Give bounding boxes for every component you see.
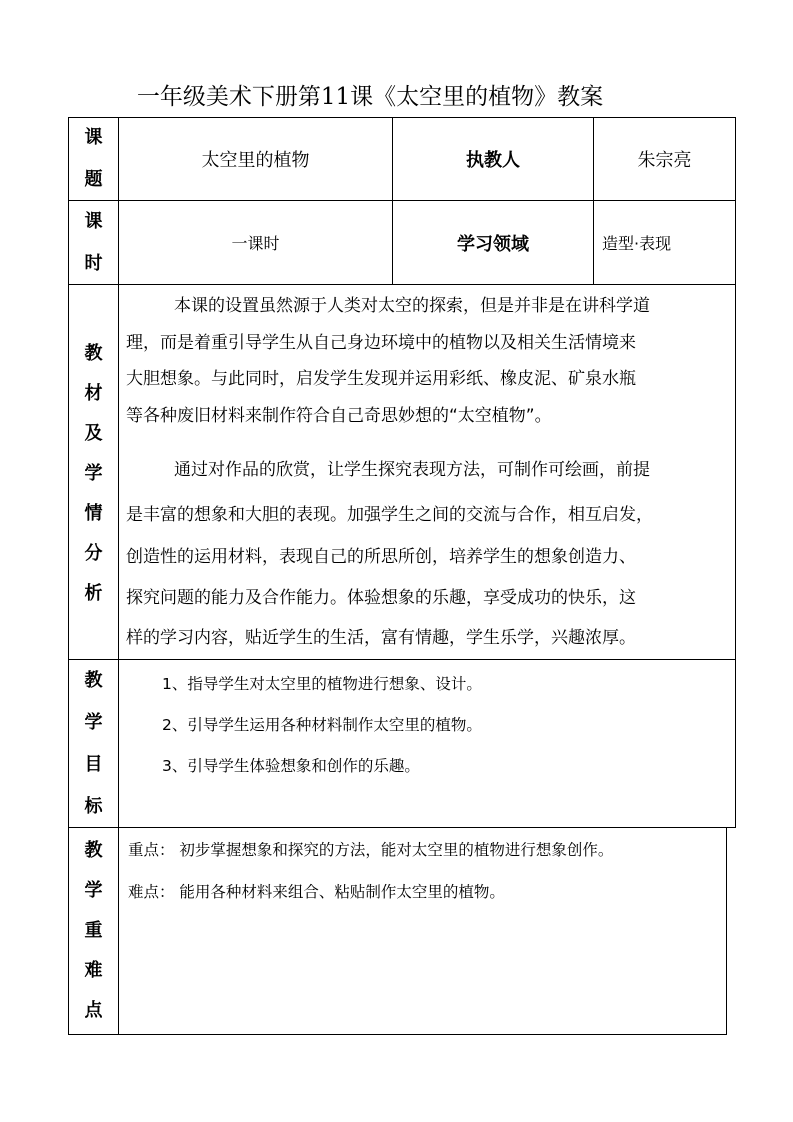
lesson-title-value: 太空里的植物 — [201, 150, 310, 171]
key-points-label: 教 学 重 难 点 — [84, 840, 103, 1021]
key-point-focus: 重点： 初步掌握想象和探究的方法，能对太空里的植物进行想象创作。 — [128, 841, 614, 859]
teaching-goals-label: 教 学 目 标 — [84, 669, 103, 817]
analysis-line-6: 是丰富的想象和大胆的表现。加强学生之间的交流与合作，相互启发， — [126, 505, 653, 525]
analysis-line-9: 样的学习内容，贴近学生的生活，富有情趣，学生乐学，兴趣浓厚。 — [126, 628, 636, 648]
table-border-bottom — [69, 1034, 727, 1035]
analysis-line-7: 创造性的运用材料，表现自己的所思所创，培养学生的想象创造力、 — [126, 547, 636, 567]
teacher-name: 朱宗亮 — [637, 150, 692, 171]
document-title: 一年级美术下册第11课《太空里的植物》教案 — [136, 84, 604, 110]
row-divider-4 — [69, 827, 736, 828]
teacher-label: 执教人 — [466, 150, 520, 171]
lesson-topic-label: 课 题 — [84, 127, 103, 190]
key-point-difficulty: 难点： 能用各种材料来组合、粘贴制作太空里的植物。 — [128, 883, 505, 901]
table-border-right-upper — [735, 117, 736, 828]
goal-item-2: 2、引导学生运用各种材料制作太空里的植物。 — [162, 716, 482, 734]
analysis-line-3: 大胆想象。与此同时，启发学生发现并运用彩纸、橡皮泥、矿泉水瓶 — [126, 369, 636, 389]
analysis-line-2: 理，而是着重引导学生从自己身边环境中的植物以及相关生活情境来 — [126, 332, 636, 353]
table-border-right-lower — [726, 827, 727, 1035]
goal-item-3: 3、引导学生体验想象和创作的乐趣。 — [162, 757, 420, 775]
analysis-label: 教 材 及 学 情 分 析 — [84, 343, 103, 604]
class-period-value: 一课时 — [231, 234, 280, 253]
row-divider-3 — [69, 659, 736, 660]
analysis-line-1: 本课的设置虽然源于人类对太空的探索，但是并非是在讲科学道 — [174, 296, 650, 316]
learning-area-label: 学习领域 — [457, 233, 529, 255]
class-period-label: 课 时 — [84, 210, 103, 274]
goal-item-1: 1、指导学生对太空里的植物进行想象、设计。 — [162, 675, 482, 693]
analysis-line-5: 通过对作品的欣赏，让学生探究表现方法，可制作可绘画，前提 — [174, 460, 650, 480]
learning-area-value: 造型·表现 — [602, 234, 672, 253]
analysis-line-8: 探究问题的能力及合作能力。体验想象的乐趣，享受成功的快乐，这 — [126, 588, 636, 608]
analysis-line-4: 等各种废旧材料来制作符合自己奇思妙想的“太空植物”。 — [126, 405, 552, 426]
row-divider-2 — [69, 284, 736, 285]
